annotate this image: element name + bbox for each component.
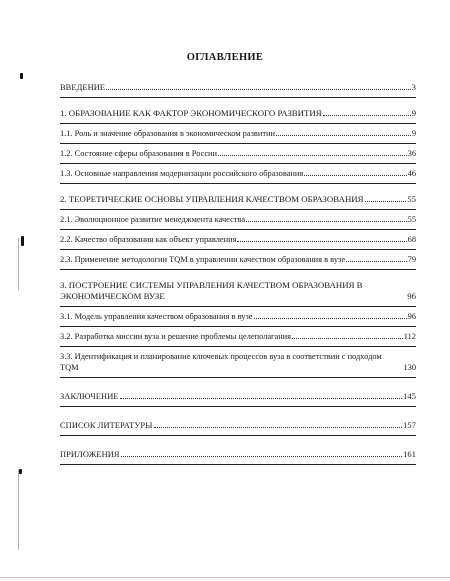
toc-entry-chapter-2[interactable] [60, 190, 416, 210]
toc-entry-page: 36 [407, 149, 416, 158]
dot-leader [323, 108, 411, 116]
toc-entry-2-3[interactable] [60, 250, 416, 270]
toc-entry-chapter-1[interactable] [60, 104, 416, 124]
toc-entry-page: 79 [407, 255, 416, 264]
page-edge [0, 577, 450, 578]
dot-leader [246, 214, 407, 222]
toc-entry-3-2[interactable] [60, 327, 416, 347]
toc-entry-1-3[interactable] [60, 164, 416, 184]
toc-entry-chapter-3[interactable] [60, 276, 416, 307]
toc-entry-label: 1.1. Роль и значение образования в экономическом развитии [60, 129, 275, 138]
toc-entry-page: 9 [411, 108, 416, 118]
dot-leader [254, 311, 407, 319]
scan-mark [21, 236, 24, 246]
table-of-contents [60, 78, 416, 465]
toc-entry-page: 9 [411, 129, 416, 138]
toc-entry-conclusion[interactable] [60, 387, 416, 407]
dot-leader [276, 128, 411, 136]
dot-leader [237, 234, 406, 242]
toc-entry-3-1[interactable] [60, 307, 416, 327]
toc-entry-2-1[interactable] [60, 210, 416, 230]
scan-line [18, 238, 19, 290]
toc-entry-label: 2.1. Эволюционное развитие менеджмента качества [60, 215, 246, 224]
dot-leader [365, 194, 407, 202]
toc-entry-label: 3.2. Разработка миссии вуза и решение проблемы целеполагания [60, 332, 292, 341]
dot-leader [218, 148, 407, 156]
toc-entry-1-2[interactable] [60, 144, 416, 164]
toc-entry-label: 2. ТЕОРЕТИЧЕСКИЕ ОСНОВЫ УПРАВЛЕНИЯ КАЧЕСТВОМ ОБРАЗОВАНИЯ [60, 194, 364, 204]
toc-entry-label: 1. ОБРАЗОВАНИЕ КАК ФАКТОР ЭКОНОМИЧЕСКОГО РАЗВИТИЯ [60, 108, 322, 118]
scan-mark [19, 469, 22, 474]
dot-leader [346, 254, 407, 262]
toc-entry-references[interactable] [60, 416, 416, 436]
toc-title: ОГЛАВЛЕНИЕ [186, 52, 264, 63]
toc-entry-page: 145 [403, 392, 416, 401]
toc-entry-label: СПИСОК ЛИТЕРАТУРЫ [60, 421, 153, 430]
dot-leader [121, 449, 403, 457]
toc-entry-page: 157 [403, 421, 416, 430]
toc-entry-label: 2.2. Качество образования как объект управления [60, 235, 237, 244]
toc-entry-page: 46 [407, 169, 416, 178]
toc-entry-page: 112 [403, 332, 416, 341]
scan-mark [20, 73, 23, 79]
toc-entry-2-2[interactable] [60, 230, 416, 250]
toc-entry-introduction[interactable] [60, 78, 416, 98]
toc-entry-label: ВВЕДЕНИЕ [60, 83, 106, 92]
toc-entry-label: 1.2. Состояние сферы образования в России [60, 149, 217, 158]
dot-leader [292, 331, 403, 339]
toc-entry-1-1[interactable] [60, 124, 416, 144]
toc-entry-label: 1.3. Основные направления модернизации российского образования [60, 169, 304, 178]
scan-line [18, 470, 19, 550]
toc-entry-label: 3.3. Идентификация и планирование ключевых процессов вуза в соответствии с подходом TQM [60, 352, 382, 372]
toc-entry-page: 3 [411, 83, 416, 92]
toc-entry-page: 130 [403, 363, 416, 372]
toc-entry-page: 68 [407, 235, 416, 244]
toc-entry-page: 55 [407, 215, 416, 224]
toc-entry-appendices[interactable] [60, 445, 416, 465]
toc-entry-label: 2.3. Применение методологии TQM в управлении качеством образования в вузе [60, 255, 346, 264]
toc-entry-label: ПРИЛОЖЕНИЯ [60, 450, 120, 459]
toc-entry-3-3[interactable] [60, 347, 416, 378]
dot-leader [106, 82, 411, 90]
toc-entry-label: ЗАКЛЮЧЕНИЕ [60, 392, 119, 401]
dot-leader [154, 420, 403, 428]
toc-entry-label: 3. ПОСТРОЕНИЕ СИСТЕМЫ УПРАВЛЕНИЯ КАЧЕСТВОМ ОБРАЗОВАНИЯ В ЭКОНОМИЧЕСКОМ ВУЗЕ [60, 280, 363, 301]
dot-leader [120, 391, 403, 399]
toc-entry-page: 96 [407, 312, 416, 321]
toc-entry-page: 55 [407, 194, 416, 204]
dot-leader [304, 168, 406, 176]
toc-entry-page: 161 [403, 450, 416, 459]
toc-entry-label: 3.1. Модель управления качеством образования в вузе [60, 312, 253, 321]
toc-entry-page: 96 [407, 291, 416, 301]
